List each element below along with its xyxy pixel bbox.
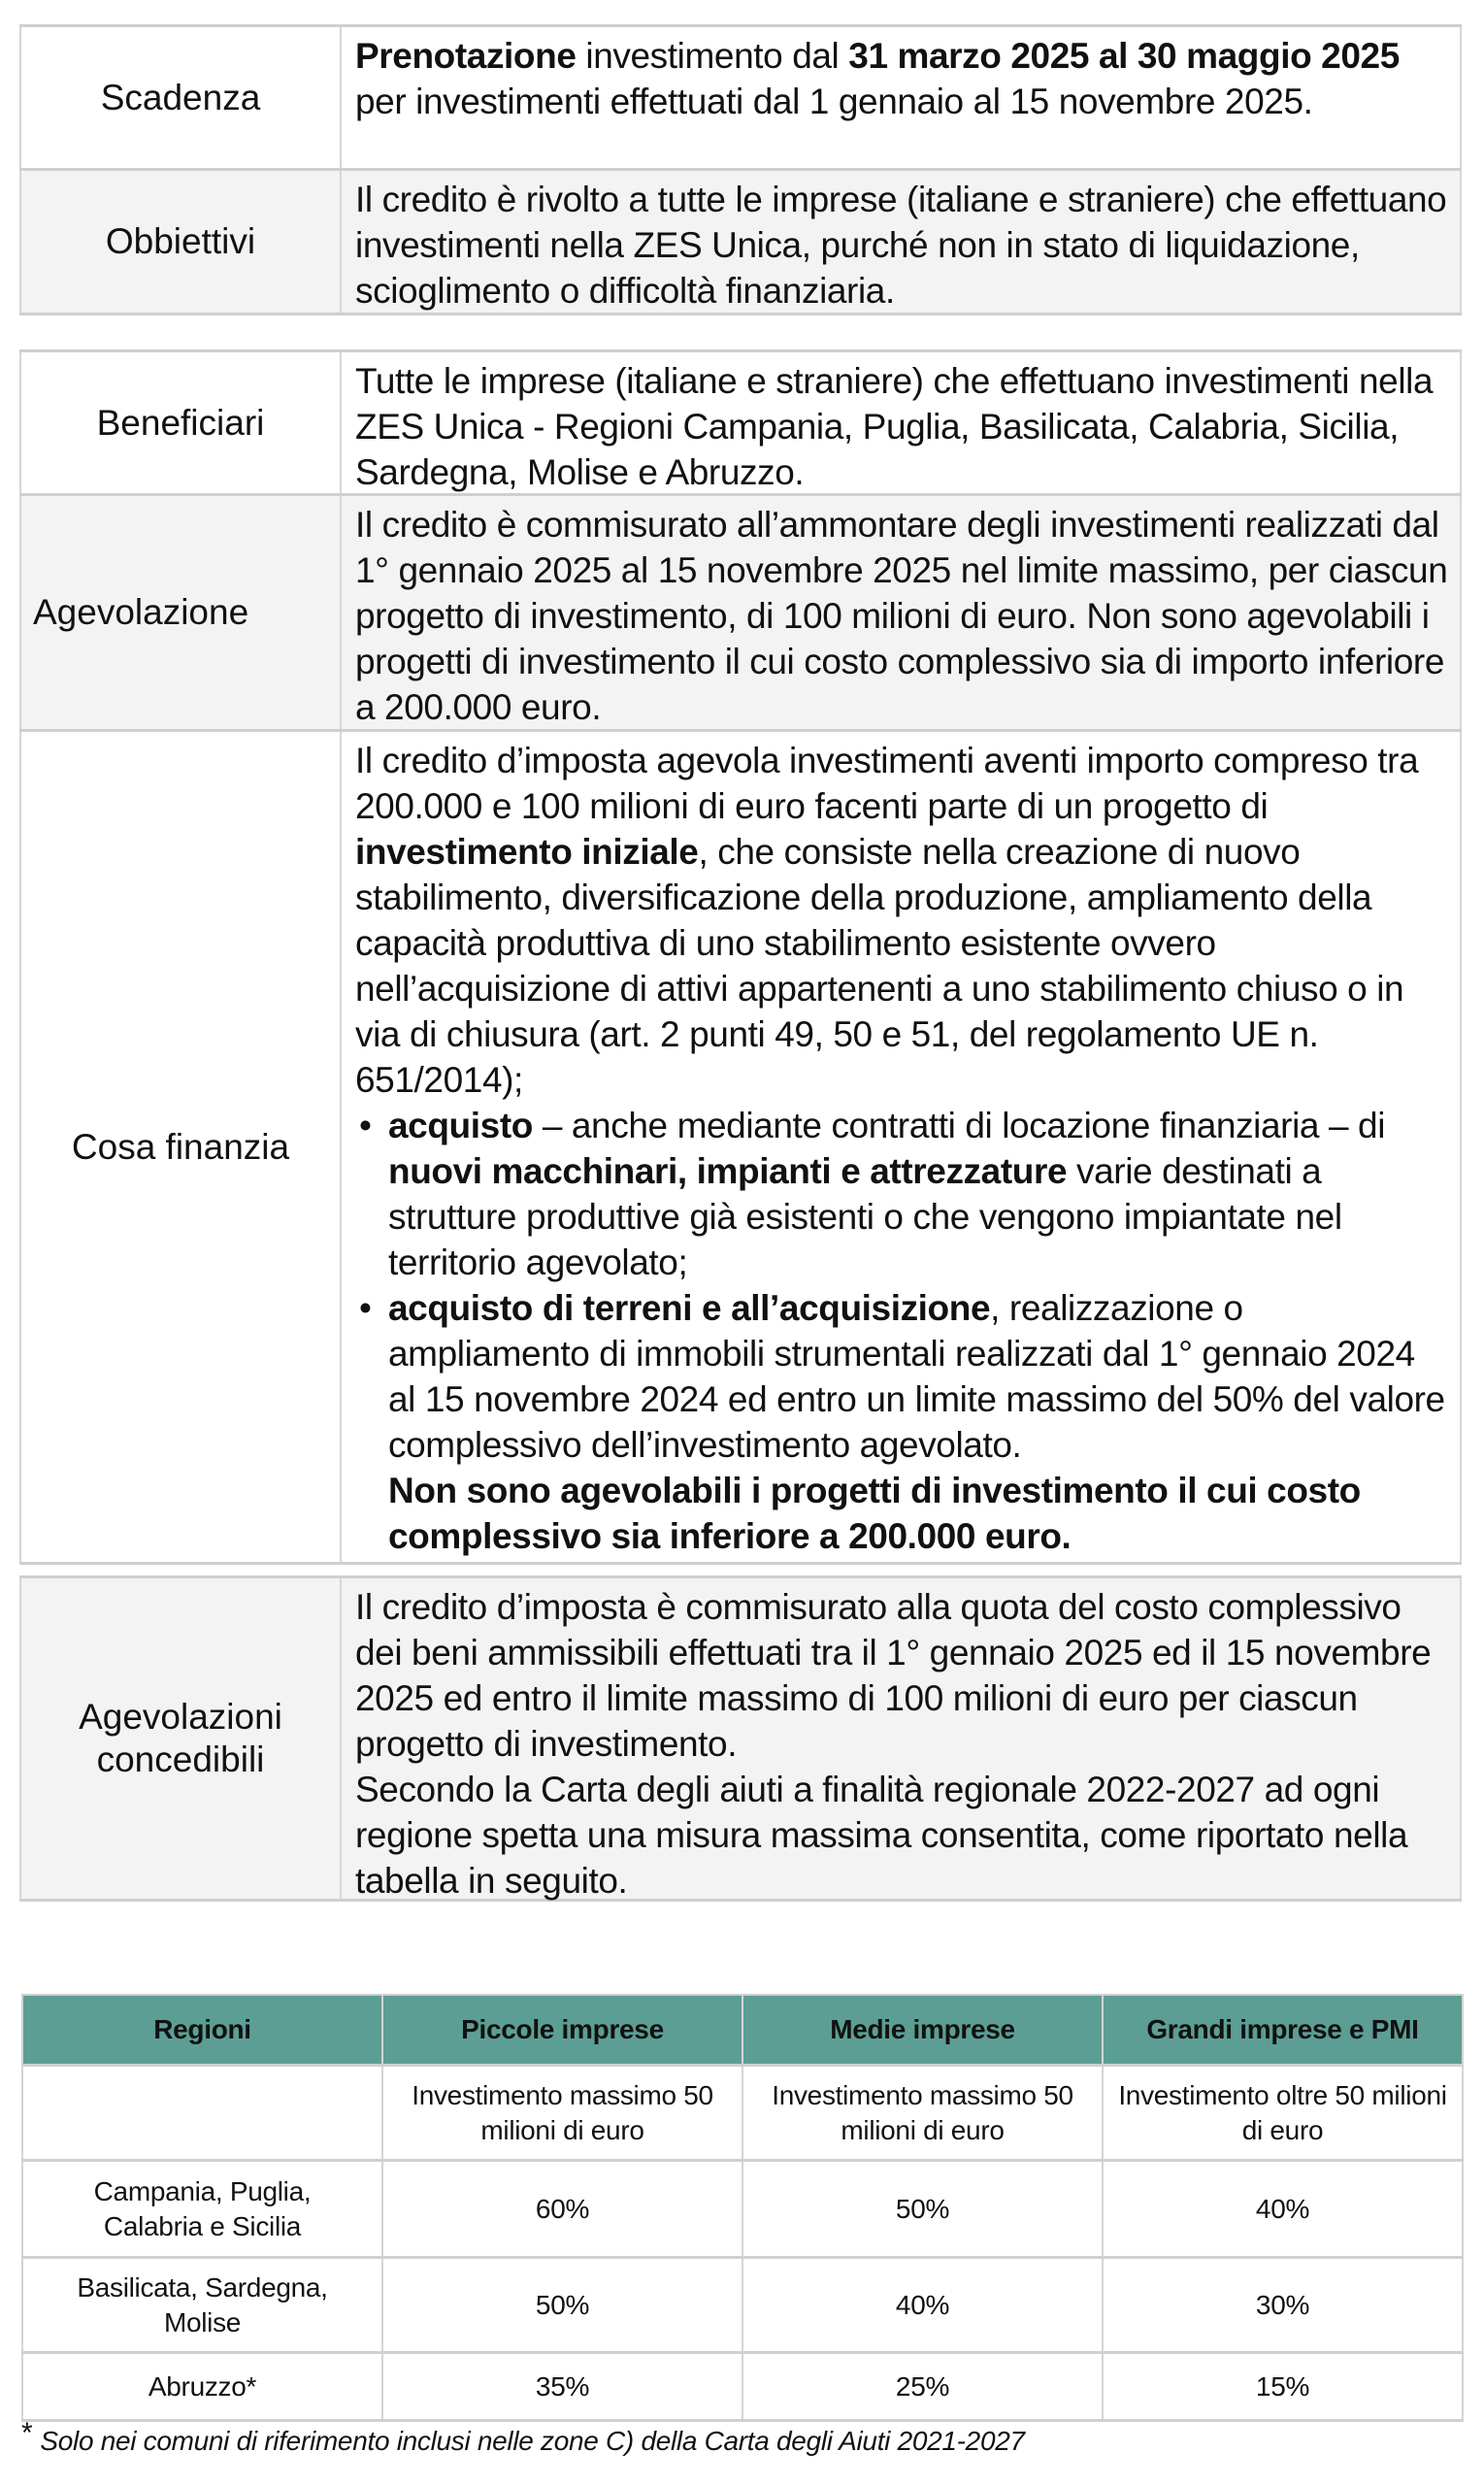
subheader-cell: [22, 2066, 382, 2161]
rate-cell: 30%: [1103, 2258, 1463, 2353]
text: investimento dal: [576, 36, 849, 76]
intro-paragraph: [355, 738, 1450, 1103]
header-piccole-imprese: Piccole imprese: [382, 1995, 742, 2066]
text: , che consiste nella creazione di nuovo stabilimento, diversificazione della produzione, ampliamento della capacità produttiva di uno stabilimento esistente ovvero nell’acquisizione di attivi appartenenti a uno stabilimento chiuso o in via di chiusura (art. 2 punti 49, 50 e 51, del regolamento UE n. 651/2014);: [355, 832, 1404, 1100]
closing-note: Non sono agevolabili i progetti di investimento il cui costo complessivo sia inferiore a 200.000 euro.: [388, 1471, 1361, 1556]
rate-cell: 40%: [1103, 2161, 1463, 2258]
header-grandi-imprese: Grandi imprese e PMI: [1103, 1995, 1463, 2066]
label-beneficiari: Beneficiari: [19, 352, 342, 493]
rate-cell: 25%: [742, 2353, 1103, 2421]
subheader-row: [22, 2066, 1463, 2161]
text-bold: 31 marzo 2025 al 30 maggio 2025: [848, 36, 1400, 76]
value-agevolazioni-concedibili: [342, 1578, 1462, 1899]
text-bold: nuovi macchinari, impianti e attrezzature: [388, 1151, 1068, 1191]
row-beneficiari: [19, 349, 1462, 493]
rate-cell: 50%: [382, 2258, 742, 2353]
info-table-2: [19, 349, 1462, 1565]
text-bold: Prenotazione: [355, 36, 577, 76]
row-agevolazioni-concedibili: [19, 1575, 1462, 1902]
text-bold: acquisto di terreni e all’acquisizione: [388, 1288, 991, 1328]
value-agevolazione: Il credito è commisurato all’ammontare degli investimenti realizzati dal 1° gennaio 2025 al 15 novembre 2025 nel limite massimo, per ciascun progetto di investimento, di 100 milioni di euro. Non sono agevolabili i progetti di investimento il cui costo complessivo sia di importo inferiore a 200.000 euro.: [342, 496, 1462, 729]
subheader-cell: Investimento oltre 50 milioni di euro: [1103, 2066, 1463, 2161]
info-table-3: [19, 1575, 1462, 1902]
region-cell: Campania, Puglia, Calabria e Sicilia: [22, 2161, 382, 2258]
text: Il credito d’imposta agevola investimenti aventi importo compreso tra 200.000 e 100 milioni di euro facenti parte di un progetto di: [355, 741, 1419, 826]
row-cosa-finanzia: [19, 729, 1462, 1565]
bullet-list: [355, 1103, 1450, 1468]
value-cosa-finanzia: [342, 732, 1462, 1562]
rate-cell: 50%: [742, 2161, 1103, 2258]
header-row: [22, 1995, 1463, 2066]
subheader-cell: Investimento massimo 50 milioni di euro: [742, 2066, 1103, 2161]
text-bold: acquisto: [388, 1106, 533, 1145]
header-regioni: Regioni: [22, 1995, 382, 2066]
row-agevolazione: [19, 493, 1462, 729]
label-agevolazione: Agevolazione: [19, 496, 342, 729]
label-scadenza: Scadenza: [19, 27, 342, 168]
bullet-icon: •: [359, 1106, 372, 1145]
rate-cell: 60%: [382, 2161, 742, 2258]
rate-cell: 40%: [742, 2258, 1103, 2353]
table-row: [22, 2353, 1463, 2421]
rate-cell: 15%: [1103, 2353, 1463, 2421]
text-bold: investimento iniziale: [355, 832, 699, 872]
value-beneficiari: Tutte le imprese (italiane e straniere) che effettuano investimenti nella ZES Unica - Regioni Campania, Puglia, Basilicata, Calabria, Sicilia, Sardegna, Molise e Abruzzo.: [342, 352, 1462, 493]
label-obbiettivi: Obbiettivi: [19, 171, 342, 313]
subheader-cell: Investimento massimo 50 milioni di euro: [382, 2066, 742, 2161]
text: , realizzazione o ampliamento di immobili strumentali realizzati dal 1° gennaio 2024 al 15 novembre 2024 ed entro un limite massimo del 50% del valore complessivo dell’investimento agevolato.: [388, 1288, 1445, 1465]
header-medie-imprese: Medie imprese: [742, 1995, 1103, 2066]
table-row: [22, 2258, 1463, 2353]
bullet-item: [355, 1285, 1450, 1468]
paragraph: Secondo la Carta degli aiuti a finalità regionale 2022-2027 ad ogni regione spetta una misura massima consentita, come riportato nella tabella in seguito.: [355, 1770, 1408, 1901]
value-obbiettivi: Il credito è rivolto a tutte le imprese (italiane e straniere) che effettuano investimenti nella ZES Unica, purché non in stato di liquidazione, scioglimento o difficoltà finanziaria.: [342, 171, 1462, 313]
text: – anche mediante contratti di locazione finanziaria – di: [532, 1106, 1386, 1145]
footnote: [21, 2417, 1025, 2458]
footnote-text: Solo nei comuni di riferimento inclusi nelle zone C) della Carta degli Aiuti 2021-2027: [40, 2426, 1025, 2456]
regional-rates-table: [21, 1994, 1464, 2422]
row-scadenza: [19, 24, 1462, 168]
table-row: [22, 2161, 1463, 2258]
label-cosa-finanzia: Cosa finanzia: [19, 732, 342, 1562]
region-cell: Basilicata, Sardegna, Molise: [22, 2258, 382, 2353]
row-obbiettivi: [19, 168, 1462, 315]
label-agevolazioni-concedibili: Agevolazioni concedibili: [19, 1578, 342, 1899]
text: varie destinati a strutture produttive già esistenti o che vengono impiantate nel territorio agevolato;: [388, 1151, 1342, 1282]
bullet-item: [355, 1103, 1450, 1285]
paragraph: Il credito d’imposta è commisurato alla quota del costo complessivo dei beni ammissibili effettuati tra il 1° gennaio 2025 ed il 15 novembre 2025 ed entro il limite massimo di 100 milioni di euro per ciascun progetto di investimento.: [355, 1587, 1432, 1764]
region-cell: Abruzzo*: [22, 2353, 382, 2421]
info-table-1: [19, 24, 1462, 315]
text: per investimenti effettuati dal 1 gennaio al 15 novembre 2025.: [355, 82, 1313, 121]
value-scadenza: [342, 27, 1462, 168]
bullet-icon: •: [359, 1288, 372, 1328]
rate-cell: 35%: [382, 2353, 742, 2421]
asterisk-icon: *: [21, 2417, 33, 2449]
